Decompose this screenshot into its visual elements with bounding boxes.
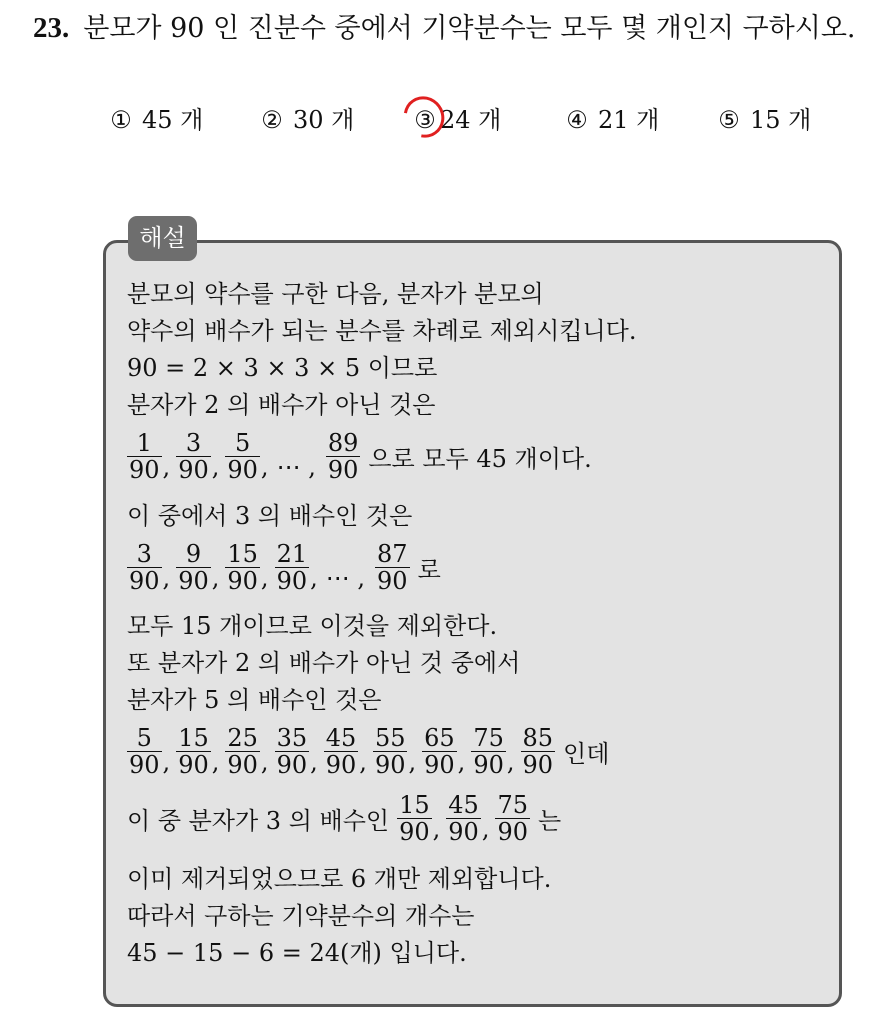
- fraction: [326, 430, 361, 483]
- fraction-row-multiples-of-5: [127, 725, 609, 778]
- fraction: [521, 725, 556, 778]
- fraction-denominator: 90: [227, 751, 258, 779]
- fraction-denominator: 90: [276, 567, 308, 595]
- fraction-row-multiples-of-15: [127, 792, 561, 845]
- choice-number: ②: [261, 106, 283, 134]
- fraction-numerator: 45: [448, 791, 479, 819]
- fraction: [495, 792, 530, 845]
- fraction: [225, 725, 260, 778]
- choice-label: 15 개: [750, 106, 812, 134]
- explanation-line: 따라서 구하는 기약분수의 개수는: [127, 902, 475, 930]
- comma: ,: [260, 453, 269, 481]
- fraction-numerator: 65: [424, 724, 455, 752]
- question: [33, 10, 855, 47]
- fraction: [225, 430, 260, 483]
- choice-label: 30 개: [293, 106, 355, 134]
- fraction-denominator: 90: [129, 751, 160, 779]
- fraction-denominator: 90: [448, 818, 479, 846]
- fraction: [127, 725, 162, 778]
- comma: ,: [432, 815, 441, 843]
- fraction-denominator: 90: [374, 751, 406, 779]
- comma: ,: [162, 453, 171, 481]
- fraction: [471, 725, 506, 778]
- choice-5[interactable]: [718, 102, 811, 138]
- fraction-denominator: 90: [473, 751, 504, 779]
- fraction-numerator: 3: [185, 429, 202, 457]
- fraction-denominator: 90: [178, 567, 209, 595]
- fraction: [225, 541, 260, 594]
- fraction-numerator: 75: [497, 791, 528, 819]
- explanation-line: 분자가 2 의 배수가 아닌 것은: [127, 391, 436, 419]
- fraction-denominator: 90: [327, 456, 359, 484]
- fraction-numerator: 35: [276, 724, 308, 752]
- comma: ,: [260, 748, 269, 776]
- fraction: [127, 541, 162, 594]
- row-tail-text: 으로 모두 45 개이다.: [368, 445, 592, 473]
- fraction-row-odd: [127, 430, 592, 483]
- answer-choices: [0, 102, 884, 142]
- fraction-numerator: 55: [374, 724, 406, 752]
- fraction-numerator: 89: [327, 429, 359, 457]
- fraction-numerator: 15: [178, 724, 209, 752]
- fraction-denominator: 90: [497, 818, 528, 846]
- explanation-line: 45 − 15 − 6 = 24(개) 입니다.: [127, 939, 467, 967]
- row-tail-text: 로: [417, 556, 441, 584]
- question-number: 23.: [33, 12, 70, 44]
- explanation-line: 또 분자가 2 의 배수가 아닌 것 중에서: [127, 649, 521, 677]
- explanation-line: 분모의 약수를 구한 다음, 분자가 분모의: [127, 280, 544, 308]
- fraction-denominator: 90: [178, 456, 209, 484]
- row-tail-text: 는: [538, 807, 562, 835]
- fraction-denominator: 90: [325, 751, 357, 779]
- choice-4[interactable]: [566, 102, 659, 138]
- ellipsis: ⋯ ,: [325, 564, 366, 592]
- fraction: [375, 541, 410, 594]
- fraction: [176, 430, 211, 483]
- comma: ,: [408, 748, 417, 776]
- fraction: [275, 541, 310, 594]
- question-text: 분모가 90 인 진분수 중에서 기약분수는 모두 몇 개인지 구하시오.: [83, 13, 856, 44]
- fraction-denominator: 90: [129, 456, 160, 484]
- fraction-denominator: 90: [227, 567, 258, 595]
- explanation-line: 약수의 배수가 되는 분수를 차례로 제외시킵니다.: [127, 317, 637, 345]
- fraction-denominator: 90: [399, 818, 430, 846]
- explanation-line: 이미 제거되었으므로 6 개만 제외합니다.: [127, 865, 552, 893]
- fraction-numerator: 9: [185, 540, 202, 568]
- row-tail-text: 인데: [563, 740, 610, 768]
- comma: ,: [260, 564, 269, 592]
- choice-2[interactable]: [261, 102, 354, 138]
- choice-number: ⑤: [718, 106, 740, 134]
- comma: ,: [310, 564, 318, 592]
- fraction-numerator: 15: [399, 791, 430, 819]
- choice-label: 21 개: [598, 106, 660, 134]
- choice-3[interactable]: [414, 102, 501, 138]
- fraction-numerator: 5: [235, 429, 251, 457]
- fraction-numerator: 1: [136, 429, 152, 457]
- choice-label: 24 개: [440, 106, 502, 134]
- choice-1[interactable]: [110, 102, 203, 138]
- fraction-numerator: 45: [325, 724, 357, 752]
- fraction-numerator: 3: [136, 540, 152, 568]
- fraction: [275, 725, 310, 778]
- fraction-denominator: 90: [178, 751, 209, 779]
- fraction: [176, 541, 211, 594]
- comma: ,: [481, 815, 490, 843]
- comma: ,: [359, 748, 367, 776]
- fraction-denominator: 90: [377, 567, 408, 595]
- explanation-line: 이 중에서 3 의 배수인 것은: [127, 502, 413, 530]
- explanation-tag: 해설: [128, 216, 197, 261]
- fraction-numerator: 15: [227, 540, 258, 568]
- fraction: [397, 792, 432, 845]
- fraction: [446, 792, 481, 845]
- explanation-line: 분자가 5 의 배수인 것은: [127, 686, 382, 714]
- comma: ,: [162, 564, 171, 592]
- explanation-line: 모두 15 개이므로 이것을 제외한다.: [127, 612, 498, 640]
- fraction: [127, 430, 162, 483]
- fraction-denominator: 90: [227, 456, 258, 484]
- fraction: [422, 725, 457, 778]
- comma: ,: [162, 748, 171, 776]
- choice-label: 45 개: [142, 106, 204, 134]
- fraction-denominator: 90: [522, 751, 554, 779]
- fraction: [324, 725, 359, 778]
- choice-number: ③: [414, 106, 436, 134]
- fraction-numerator: 21: [276, 540, 308, 568]
- fraction-numerator: 5: [136, 724, 152, 752]
- choice-number: ①: [110, 106, 132, 134]
- explanation-line: 90 = 2 × 3 × 3 × 5 이므로: [127, 354, 438, 382]
- comma: ,: [310, 748, 318, 776]
- fraction-numerator: 87: [377, 540, 408, 568]
- fraction-numerator: 25: [227, 724, 258, 752]
- fraction: [373, 725, 408, 778]
- fraction-numerator: 75: [473, 724, 504, 752]
- fraction-denominator: 90: [276, 751, 308, 779]
- row-lead-text: 이 중 분자가 3 의 배수인: [127, 807, 390, 835]
- fraction-denominator: 90: [424, 751, 455, 779]
- choice-number: ④: [566, 106, 588, 134]
- fraction: [176, 725, 211, 778]
- fraction-denominator: 90: [129, 567, 160, 595]
- comma: ,: [211, 564, 220, 592]
- fraction-numerator: 85: [522, 724, 554, 752]
- comma: ,: [211, 453, 220, 481]
- ellipsis: ⋯ ,: [276, 453, 316, 481]
- fraction-row-multiples-of-3: [127, 541, 441, 594]
- comma: ,: [211, 748, 220, 776]
- answer-circle-mark: [396, 88, 453, 145]
- comma: ,: [457, 748, 466, 776]
- comma: ,: [506, 748, 515, 776]
